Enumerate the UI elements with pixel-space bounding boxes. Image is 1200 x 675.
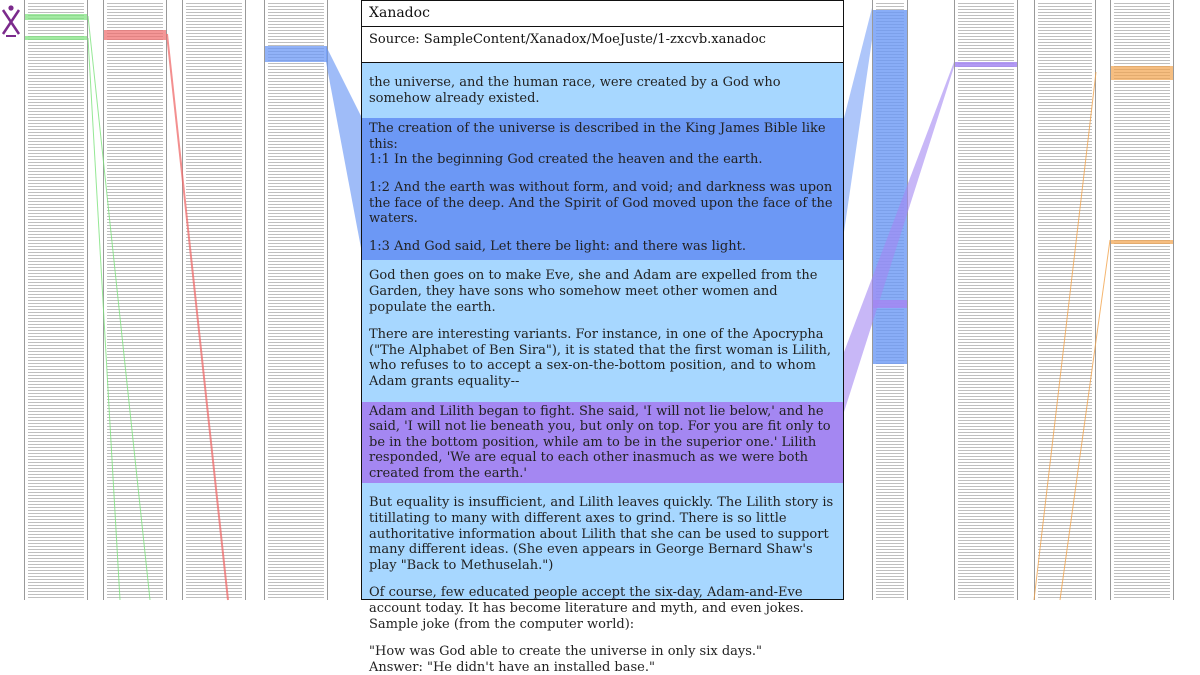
verse-1-1: 1:1 In the beginning God created the heaven and the earth. [369, 152, 763, 168]
paragraph-3: God then goes on to make Eve, she and Adam are expelled from the Garden, they have sons who somehow meet other women and populate the earth. [369, 268, 818, 315]
linked-span-creation[interactable] [362, 118, 843, 260]
verse-1-2: 1:2 And the earth was without form, and void; and darkness was upon the face of the deep. And the Spirit of God moved upon the face of the waters. [369, 179, 833, 227]
document-header [362, 1, 843, 63]
paragraph-7: Of course, few educated people accept the six-day, Adam-and-Eve account today. It has become literature and myth, and even jokes. Sample joke (from the computer world): [369, 585, 804, 632]
doc-thumbnail-3[interactable] [182, 0, 246, 600]
source-path: Source: SampleContent/Xanadox/MoeJuste/1-zxcvb.xanadoc [369, 32, 766, 47]
doc-thumbnail-4[interactable] [264, 0, 328, 600]
paragraph-1: the universe, and the human race, were created by a God who somehow already existed. [369, 75, 781, 106]
doc-thumbnail-7[interactable] [1034, 0, 1096, 600]
xanadu-logo-icon[interactable] [0, 2, 24, 40]
document-window[interactable] [361, 0, 844, 675]
document-body[interactable] [362, 75, 843, 675]
doc-thumbnail-6[interactable] [954, 0, 1018, 600]
window-title: Xanadoc [362, 1, 843, 27]
linked-span-lilith-quote[interactable]: Adam and Lilith began to fight. She said, 'I will not lie below,' and he said, 'I will not lie beneath you, but only on top. For you are fit only to be in the bottom position, while am to be in the superior one.' Lilith responded, 'We are equal to each other inasmuch as we were both created from the earth.' [362, 402, 843, 484]
doc-thumbnail-8[interactable] [1110, 0, 1174, 600]
joke-answer: Answer: "He didn't have an installed base." [369, 659, 655, 675]
paragraph-2: The creation of the universe is described in the King James Bible like this: [369, 121, 826, 152]
joke-question: "How was God able to create the universe in only six days." [369, 644, 763, 660]
paragraph-6: But equality is insufficient, and Lilith leaves quickly. The Lilith story is titillating to many with different axes to grind. There is so little authoritative information about Lilith that she can be used to support many different ideas. (She even appears in George Bernard Shaw's play "Back to Methuselah.") [369, 495, 834, 573]
doc-thumbnail-5[interactable] [872, 0, 908, 600]
verse-1-3: 1:3 And God said, Let there be light: and there was light. [369, 238, 746, 254]
doc-thumbnail-2[interactable] [103, 0, 167, 600]
doc-thumbnail-1[interactable] [24, 0, 88, 600]
paragraph-4: There are interesting variants. For instance, in one of the Apocrypha ("The Alphabet of Ben Sira"), it is stated that the first woman is Lilith, who refuses to to accept a sex-on-the-bottom position, and to whom Adam grants equality-- [369, 327, 832, 389]
